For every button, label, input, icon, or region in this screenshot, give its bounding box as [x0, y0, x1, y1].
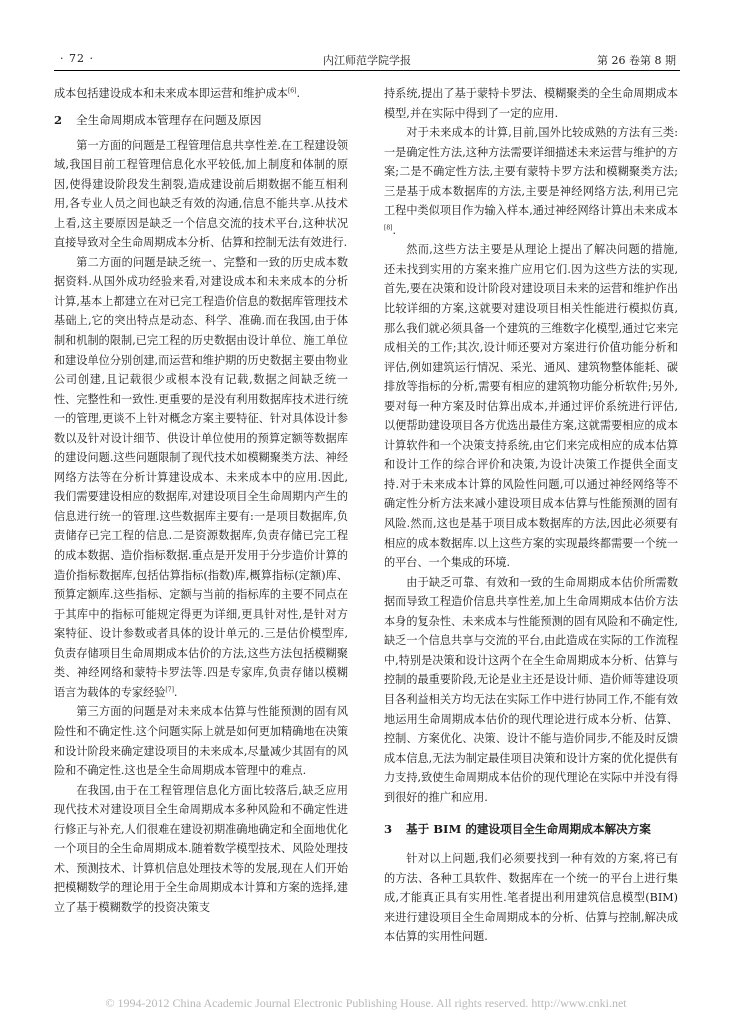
section-heading	[54, 110, 348, 130]
section-number: 3	[384, 822, 393, 837]
paragraph: 第一方面的问题是工程管理信息共享性差.在工程建设领域,我国目前工程管理信息化水平较低,加上制度和体制的原因,使得建设阶段发生割裂,造成建设前后期数据不能互相利用,各专业人员之间也缺乏有效的沟通,信息不能共享.从技术上看,这主要原因是缺乏一个信息交流的技术平台,这种状况直接导致对全生命周期成本分析、估算和控制无法有效进行.	[54, 138, 348, 250]
section-heading	[384, 819, 678, 839]
paragraph: 第二方面的问题是缺乏统一、完整和一致的历史成本数据资料.从国外成功经验来看,对建设成本和未来成本的分析计算,基本上都建立在对已完工程造价信息的数据库管理技术基础上,它的突出特点是动态、科学、准确.而在我国,由于体制和机制的限制,已完工程的历史数据由设计单位、施工单位和建设单位分别创建,而运营和维护期的历史数据主要由物业公司创建,且记载很少或根本没有记载,数据之间缺乏统一性、完整性和一致性.更重要的是没有利用数据库技术进行统一的管理,更谈不上针对概念方案主要特征、针对具体设计参数以及针对设计细节、供设计单位使用的预算定额等数据库的建设问题.这些问题限制了现代技术如模糊聚类方法、神经网络方法等在分析计算建设成本、未来成本中的应用.因此,我们需要建设相应的数据库,对建设项目全生命周期内产生的信息进行统一的管理.这些数据库主要有:一是项目数据库,负责储存已完工程的信息.二是资源数据库,负责存储已完工程的成本数据、造价指标数据.重点是开发用于分步造价计算的造价指标数据库,包括估算指标(指数)库,概算指标(定额)库、预算定额库.这些指标、定额与当前的指标库的主要不同点在于其库中的指标可能规定得更为详细,更具针对性,是针对方案特征、设计参数或者具体的设计单元的.三是估价模型库,负责存储项目生命周期成本估价的方法,这些方法包括模糊聚类、神经网络和蒙特卡罗法等.四是专家库,负责存储以模糊语言为载体的专家经验[7].	[54, 255, 348, 699]
section-number: 2	[54, 112, 63, 127]
citation: [6]	[287, 87, 297, 95]
paragraph-text: 对于未来成本的计算,目前,国外比较成熟的方法有三类:一是确定性方法,这种方法需要详细描述未来运营与维护的方案;二是不确定性方法,主要有蒙特卡罗方法和模糊聚类方法;三是基于成本数据库的方法,主要是神经网络方法,利用已完工程中类似项目作为输入样本,通过神经网络计算出未来成本	[384, 126, 678, 218]
paragraph-text: 第二方面的问题是缺乏统一、完整和一致的历史成本数据资料.从国外成功经验来看,对建设成本和未来成本的分析计算,基本上都建立在对已完工程造价信息的数据库管理技术基础上,它的突出特点是动态、科学、准确.而在我国,由于体制和机制的限制,已完工程的历史数据由设计单位、施工单位和建设单位分别创建,而运营和维护期的历史数据主要由物业公司创建,且记载很少或根本没有记载,数据之间缺乏统一性、完整性和一致性.更重要的是没有利用数据库技术进行统一的管理,更谈不上针对概念方案主要特征、针对具体设计参数以及针对设计细节、供设计单位使用的预算定额等数据库的建设问题.这些问题限制了现代技术如模糊聚类方法、神经网络方法等在分析计算建设成本、未来成本中的应用.因此,我们需要建设相应的数据库,对建设项目全生命周期内产生的信息进行统一的管理.这些数据库主要有:一是项目数据库,负责储存已完工程的信息.二是资源数据库,负责存储已完工程的成本数据、造价指标数据.重点是开发用于分步造价计算的造价指标数据库,包括估算指标(指数)库,概算指标(定额)库、预算定额库.这些指标、定额与当前的指标库的主要不同点在于其库中的指标可能规定得更为详细,更具针对性,是针对方案特征、设计参数或者具体的设计单元的.三是估价模型库,负责存储项目生命周期成本估价的方法,这些方法包括模糊聚类、神经网络和蒙特卡罗法等.四是专家库,负责存储以模糊语言为载体的专家经验	[54, 255, 348, 699]
paragraph: 在我国,由于在工程管理信息化方面比较落后,缺乏应用现代技术对建设项目全生命周期成本多种风险和不确定性进行修正与补充,人们很难在建设初期准确地确定和全面地优化一个项目的全生命周期成本.随着数学模型技术、风险处理技术、预测技术、计算机信息处理技术等的发展,现在人们开始把模糊数学的理论用于全生命周期成本计算和方案的选择,建立了基于模糊数学的投资决策支	[54, 783, 348, 914]
paragraph: 然而,这些方法主要是从理论上提出了解决问题的措施,还未找到实用的方案来推广应用它们.因为这些方法的实现,首先,要在决策和设计阶段对建设项目未来的运营和维护作出比较详细的方案,这就要对建设项目相关性能进行模拟仿真,那么我们就必须具备一个建筑的三维数字化模型,通过它来完成相关的工作;其次,设计师还要对方案进行价值功能分析和评估,例如建筑运行情况、采光、通风、建筑物整体能耗、碳排放等指标的分析,需要有相应的建筑物功能分析软件;另外,要对每一种方案及时估算出成本,并通过评价系统进行评估,以便帮助建设项目各方优选出最佳方案,这就需要相应的成本计算软件和一个决策支持系统,由它们来完成相应的成本估算和设计工作的综合评价和决策,为设计决策工作提供全面支持.对于未来成本计算的风险性问题,可以通过神经网络等不确定性分析方法来减小建设项目成本估算与性能预测的固有风险.然而,这也是基于项目成本数据库的方法,因此必须要有相应的成本数据库.以上这些方案的实现最终都需要一个统一的平台、一个集成的环境.	[384, 243, 678, 570]
copyright-footer: © 1994-2012 China Academic Journal Electronic Publishing House. All rights reserved. http://www.cnki.net	[105, 996, 627, 1010]
paragraph: 针对以上问题,我们必须要找到一种有效的方案,将已有的方法、各种工具软件、数据库在一个统一的平台上进行集成,才能真正具有实用性.笔者提出利用建筑信息模型(BIM)来进行建设项目全生命周期成本的分析、估算与控制,解决成本估算的实用性问题.	[384, 852, 678, 944]
intro-text: 成本包括建设成本和未来成本即运营和维护成本	[54, 87, 288, 100]
citation: [7]	[165, 686, 174, 694]
issue-info: 第 26 卷第 8 期	[597, 54, 676, 67]
section-title: 基于 BIM 的建设项目全生命周期成本解决方案	[406, 822, 651, 837]
running-header	[54, 48, 680, 71]
page-number: · 72 ·	[60, 52, 94, 65]
paragraph: 第三方面的问题是对未来成本估算与性能预测的固有风险性和不确定性.这个问题实际上就是如何更加精确地在决策和设计阶段来确定建设项目的未来成本,尽量减少其固有的风险和不确定性.这也是全生命周期成本管理中的难点.	[54, 705, 348, 778]
paragraph: 对于未来成本的计算,目前,国外比较成熟的方法有三类:一是确定性方法,这种方法需要详细描述未来运营与维护的方案;二是不确定性方法,主要有蒙特卡罗方法和模糊聚类方法;三是基于成本数据库的方法,主要是神经网络方法,利用已完工程中类似项目作为输入样本,通过神经网络计算出未来成本[8].	[384, 126, 678, 237]
paragraph: 由于缺乏可靠、有效和一致的生命周期成本估价所需数据而导致工程造价信息共享性差,加上生命周期成本估价方法本身的复杂性、未来成本与性能预测的固有风险和不确定性,缺乏一个信息共享与交流的平台,由此造成在实际的工作流程中,特别是决策和设计这两个在全生命周期成本分析、估算与控制的最重要阶段,无论是业主还是设计师、造价师等建设项目各利益相关方均无法在实际工作中进行协同工作,不能有效地运用生命周期成本估价的现代理论进行成本分析、估算、控制、方案优化、决策、设计不能与造价同步,不能及时反馈成本信息,无法为制定最佳项目决策和设计方案的优化提供有力支持,致使生命周期成本估价的现代理论在实际中并没有得到很好的推广和应用.	[384, 575, 678, 804]
section-title: 全生命周期成本管理存在问题及原因	[76, 112, 262, 127]
right-column	[384, 84, 678, 947]
journal-name: 内江师范学院学报	[323, 54, 411, 67]
left-column	[54, 84, 348, 917]
citation: [8]	[384, 224, 393, 232]
paragraph: 持系统,提出了基于蒙特卡罗法、模糊聚类的全生命周期成本模型,并在实际中得到了一定的应用.	[384, 87, 678, 120]
intro-paragraph: 成本包括建设成本和未来成本即运营和维护成本[6].	[54, 87, 300, 100]
